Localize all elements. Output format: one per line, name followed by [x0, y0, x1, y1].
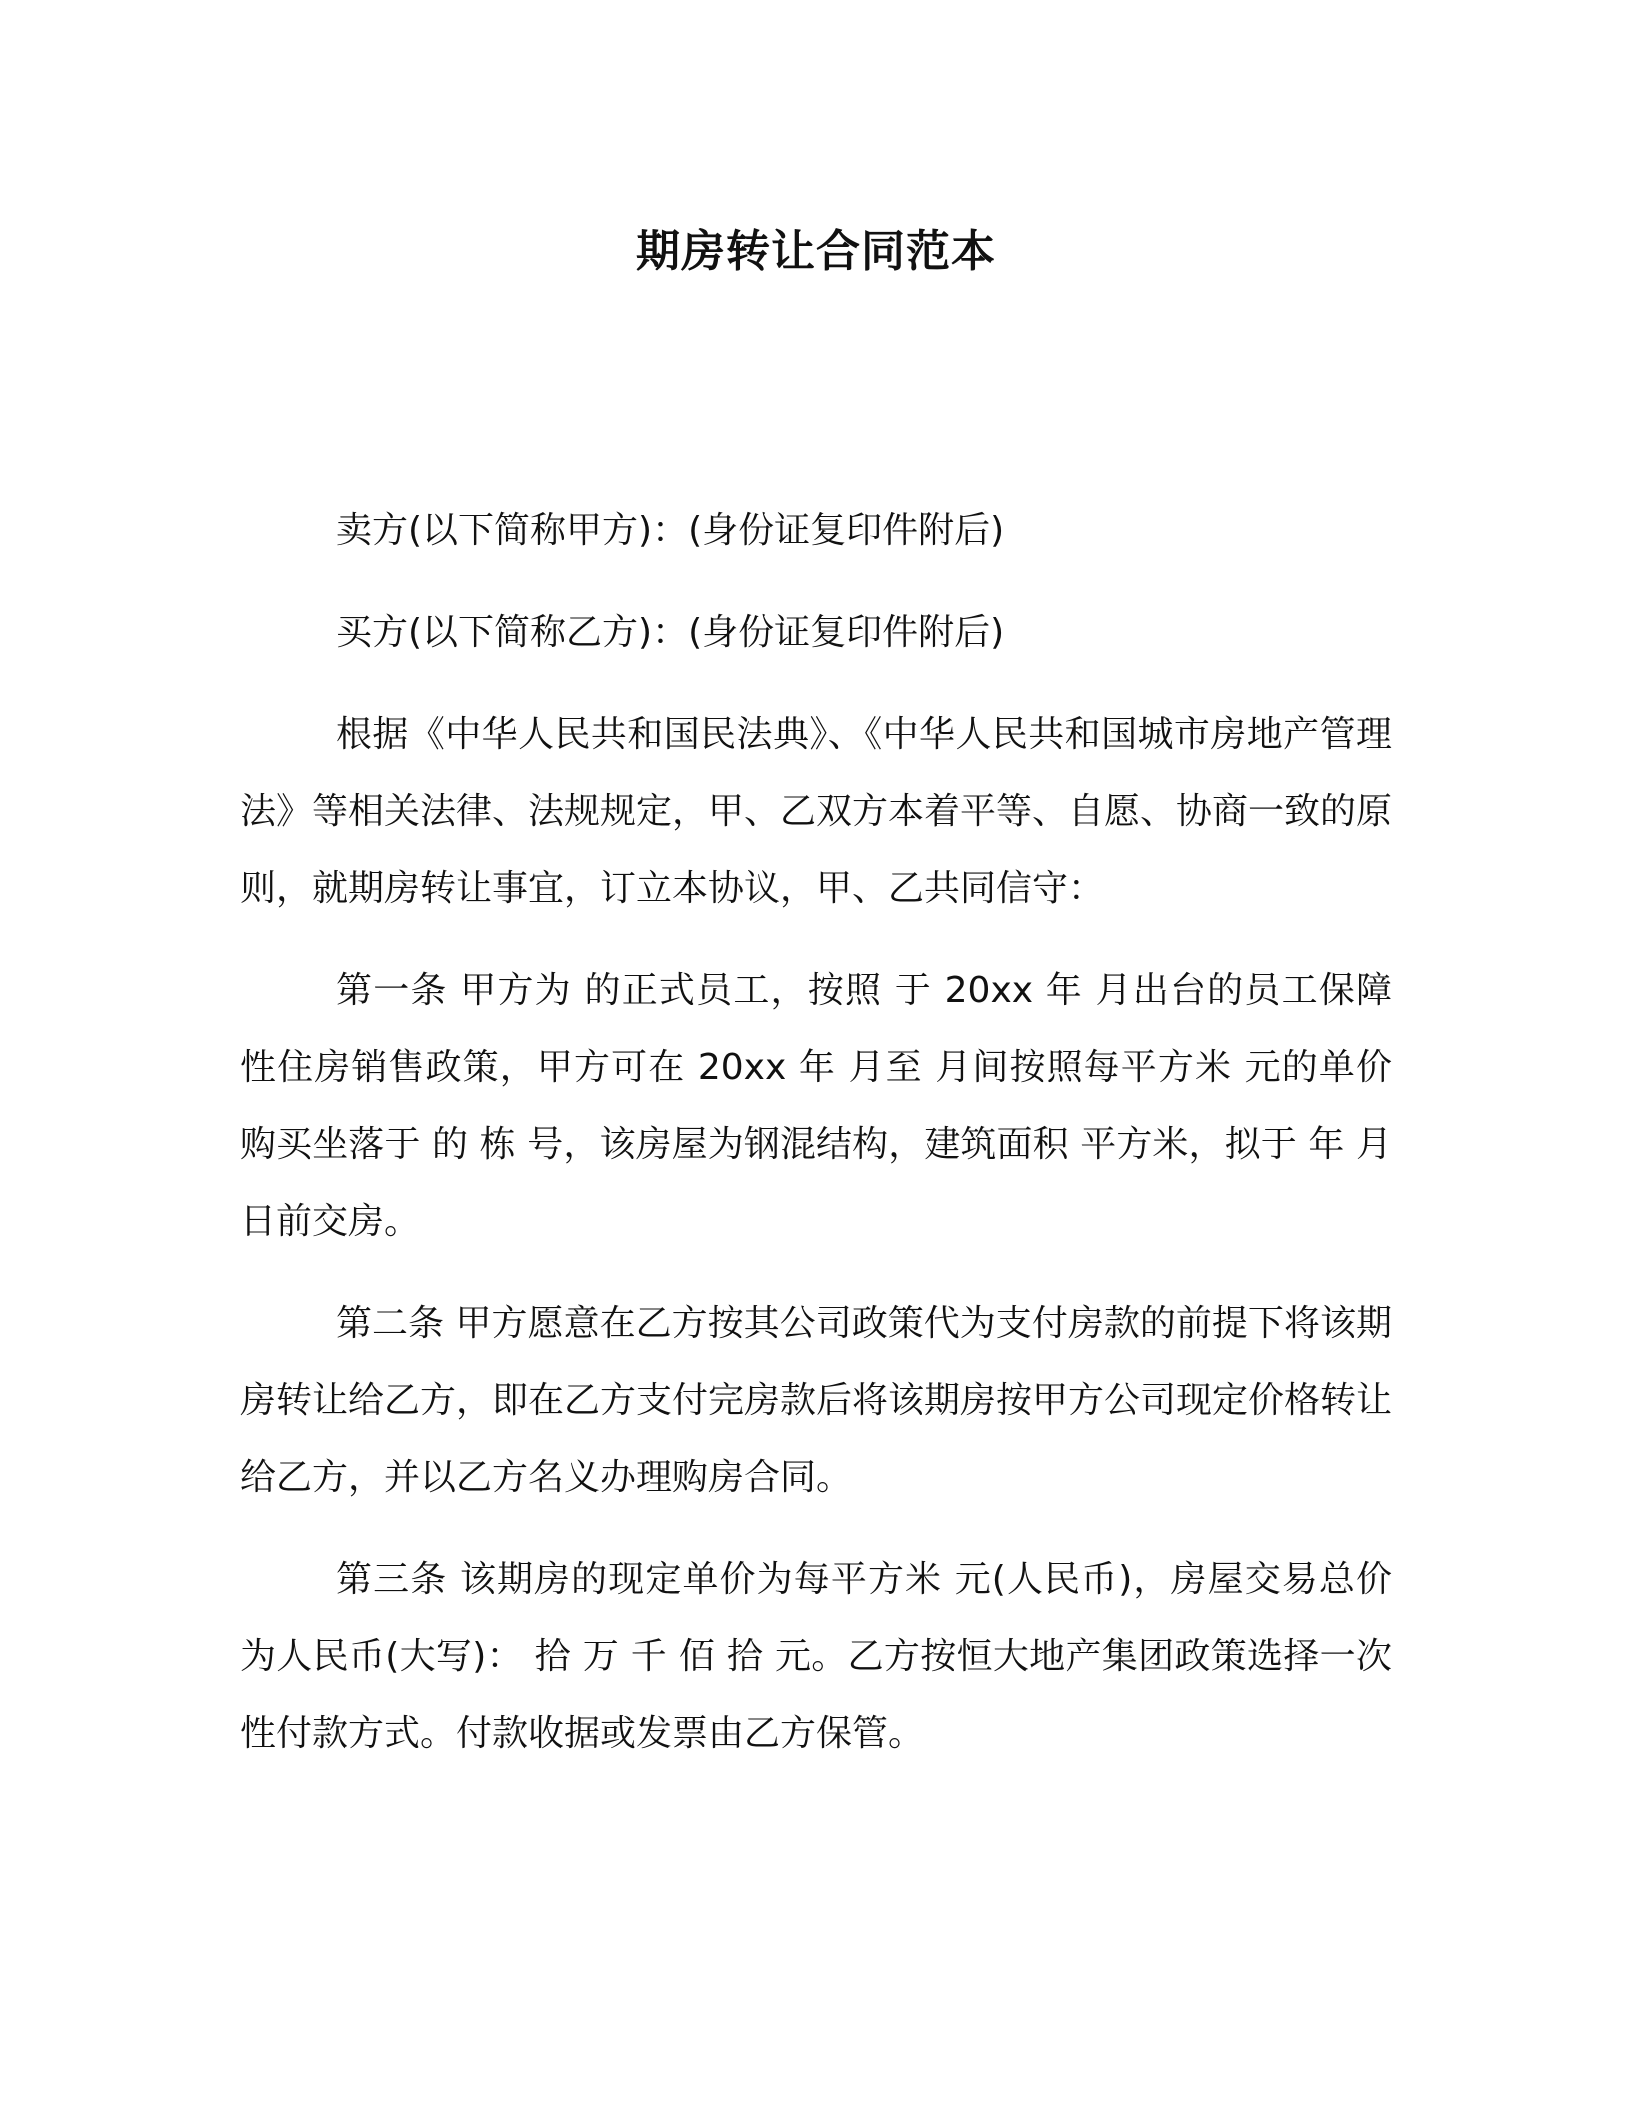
seller-line: 卖方(以下简称甲方)：(身份证复印件附后) [336, 510, 1005, 551]
preamble-paragraph: 根据《中华人民共和国民法典》、《中华人民共和国城市房地产管理法》等相关法律、法规规定，甲、乙双方本着平等、自愿、协商一致的原则，就期房转让事宜，订立本协议，甲、乙共同信守： [240, 714, 1393, 909]
article-3-paragraph: 第三条 该期房的现定单价为每平方米 元(人民币)，房屋交易总价为人民币(大写)： 拾 万 千 佰 拾 元。乙方按恒大地产集团政策选择一次性付款方式。付款收据或发票由乙方保管。 [240, 1559, 1392, 1754]
article-2-paragraph: 第二条 甲方愿意在乙方按其公司政策代为支付房款的前提下将该期房转让给乙方，即在乙方支付完房款后将该期房按甲方公司现定价格转让给乙方，并以乙方名义办理购房合同。 [240, 1303, 1393, 1498]
buyer-line: 买方(以下简称乙方)：(身份证复印件附后) [336, 612, 1005, 653]
document-body [240, 492, 1392, 1797]
article-1-paragraph: 第一条 甲方为 的正式员工，按照 于 20xx 年 月出台的员工保障性住房销售政策，甲方可在 20xx 年 月至 月间按照每平方米 元的单价购买坐落于 的 栋 号，该房屋为钢混结构，建筑面积 平方米，拟于 年 月 日前交房。 [240, 970, 1392, 1242]
document-title: 期房转让合同范本 [636, 226, 996, 277]
